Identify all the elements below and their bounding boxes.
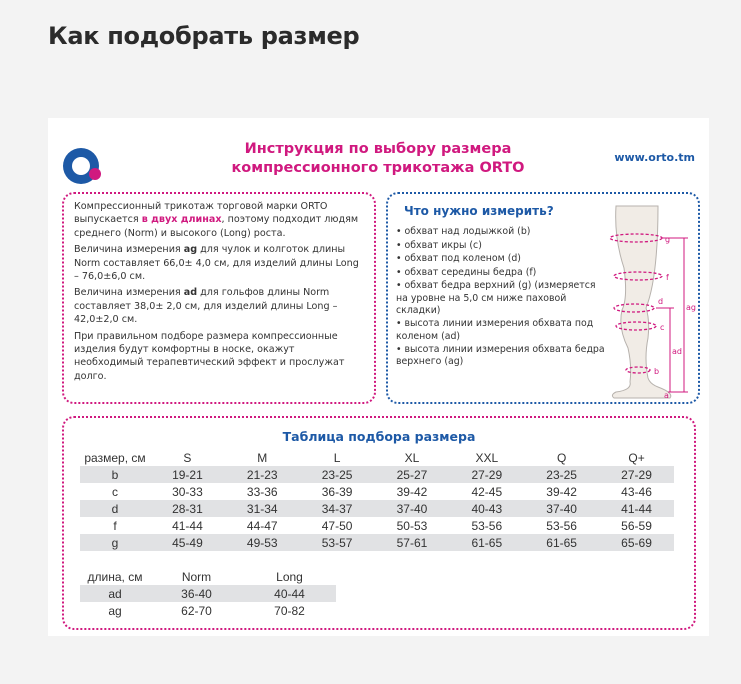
table-row xyxy=(80,500,674,517)
table-row xyxy=(80,585,336,602)
table-cell: ag xyxy=(108,603,122,618)
table-cell: 53-57 xyxy=(300,534,375,551)
length-table xyxy=(80,568,336,619)
table-cell: d xyxy=(80,500,150,517)
diagram-label-g: g xyxy=(665,235,671,244)
table-cell: 33-36 xyxy=(246,484,278,499)
table-cell: 34-37 xyxy=(300,500,375,517)
table-cell: 45-49 xyxy=(150,534,225,551)
table-cell: b xyxy=(80,466,150,483)
table-cell: 23-25 xyxy=(524,466,599,483)
table-row xyxy=(80,602,336,619)
table-cell: 53-56 xyxy=(471,518,503,533)
table-cell: 30-33 xyxy=(172,484,203,499)
diagram-label-c: c xyxy=(660,323,665,332)
instruction-title xyxy=(208,140,548,178)
table-cell: c xyxy=(112,484,118,499)
table-row xyxy=(80,466,674,483)
diagram-label-a: a xyxy=(664,391,669,400)
table-cell: 50-53 xyxy=(396,518,428,533)
table-row xyxy=(80,483,674,500)
table-cell: 44-47 xyxy=(246,518,278,533)
info-paragraph-lengths: Компрессионный трикотаж торговой марки ORTO выпускается в двух длинах, поэтому подходит людям среднего (Norm) и высокого (Long) роста. xyxy=(74,201,359,239)
table-cell: 40-43 xyxy=(449,500,524,517)
table-cell: 62-70 xyxy=(181,603,212,618)
info-panel xyxy=(62,192,376,404)
size-table-title: Таблица подбора размера xyxy=(282,429,476,444)
table-cell: 65-69 xyxy=(599,534,674,551)
table-cell: 41-44 xyxy=(172,518,203,533)
measurement-item: • обхват под коленом (d) xyxy=(396,253,608,265)
table-cell: 21-23 xyxy=(225,466,300,483)
table-cell: 39-42 xyxy=(546,484,577,499)
table-cell: 27-29 xyxy=(599,466,674,483)
table-cell: 39-42 xyxy=(396,484,428,499)
table-cell: 25-27 xyxy=(375,466,450,483)
table-cell: 70-82 xyxy=(274,603,305,618)
table-cell: 57-61 xyxy=(375,534,450,551)
measurement-item: • обхват икры (c) xyxy=(396,240,608,252)
table-cell: XL xyxy=(404,450,420,465)
measurement-item: • обхват над лодыжкой (b) xyxy=(396,226,608,238)
measurement-item: • обхват середины бедра (f) xyxy=(396,267,608,279)
diagram-label-b: b xyxy=(654,367,660,376)
measurement-item: • обхват бедра верхний (g) (измеряется на уровне на 5,0 см ниже паховой складки) xyxy=(396,280,608,317)
table-cell: Long xyxy=(276,569,303,584)
size-table xyxy=(80,449,674,551)
table-cell: 41-44 xyxy=(599,500,674,517)
table-cell: S xyxy=(183,450,192,465)
diagram-label-ad: ad xyxy=(672,347,682,356)
instruction-title-line1: Инструкция по выбору размера xyxy=(244,141,512,157)
table-cell: 37-40 xyxy=(375,500,450,517)
table-cell: 47-50 xyxy=(321,518,353,533)
table-cell: g xyxy=(80,534,150,551)
table-cell: Q+ xyxy=(628,450,645,465)
table-cell: 61-65 xyxy=(524,534,599,551)
table-cell: 42-45 xyxy=(471,484,503,499)
table-cell: 23-25 xyxy=(300,466,375,483)
table-cell: 53-56 xyxy=(546,518,577,533)
table-cell: 40-44 xyxy=(243,585,336,602)
table-cell: 36-40 xyxy=(150,585,243,602)
table-cell: Norm xyxy=(181,569,212,584)
measurements-heading: Что нужно измерить? xyxy=(404,204,554,218)
table-cell: 31-34 xyxy=(225,500,300,517)
table-cell: 37-40 xyxy=(524,500,599,517)
diagram-label-f: f xyxy=(666,273,669,282)
table-cell: длина, см xyxy=(87,569,143,584)
length-table-header xyxy=(80,568,336,585)
diagram-label-ag: ag xyxy=(686,303,696,312)
size-table-panel xyxy=(62,416,696,630)
table-cell: L xyxy=(333,450,341,465)
table-cell: 49-53 xyxy=(225,534,300,551)
orto-logo-icon xyxy=(61,144,105,188)
instruction-title-line2: компрессионного трикотажа ORTO xyxy=(231,160,525,176)
leg-measurement-diagram xyxy=(608,198,698,400)
measurement-item: • высота линии измерения обхвата бедра верхнего (ag) xyxy=(396,344,608,368)
table-cell: M xyxy=(257,450,268,465)
table-cell: 56-59 xyxy=(621,518,652,533)
table-cell: 61-65 xyxy=(449,534,524,551)
measurements-panel xyxy=(386,192,700,404)
table-cell: 36-39 xyxy=(321,484,353,499)
table-cell: Q xyxy=(556,450,567,465)
measurements-list xyxy=(396,226,608,370)
table-cell: f xyxy=(113,518,117,533)
table-row xyxy=(80,534,674,551)
table-cell: XXL xyxy=(475,450,499,465)
size-guide-card xyxy=(48,118,709,636)
info-paragraph-ag: Величина измерения ag для чулок и колготок длины Norm составляет 66,0± 4,0 см, для изделий длины Long – 76,0±6,0 см. xyxy=(74,244,359,283)
table-cell: 27-29 xyxy=(449,466,524,483)
table-cell: 28-31 xyxy=(150,500,225,517)
measurement-item: • высота линии измерения обхвата под коленом (ad) xyxy=(396,318,608,342)
website-link[interactable]: www.orto.tm xyxy=(614,151,695,164)
two-lengths-highlight: в двух длинах xyxy=(141,214,222,226)
table-row xyxy=(80,517,674,534)
table-cell: 43-46 xyxy=(621,484,652,499)
table-cell: 19-21 xyxy=(150,466,225,483)
table-cell: ad xyxy=(80,585,150,602)
diagram-label-d: d xyxy=(658,297,664,306)
info-paragraph-benefits: При правильном подборе размера компрессионные изделия будут комфортны в носке, окажут необходимый терапевтический эффект и прослужат долго. xyxy=(74,330,345,382)
table-cell: размер, см xyxy=(84,450,146,465)
info-paragraph-ad: Величина измерения ad для гольфов длины Norm составляет 38,0± 2,0 см, для изделий длины Long – 42,0±2,0 см. xyxy=(74,287,338,326)
size-table-header xyxy=(80,449,674,466)
page-title: Как подобрать размер xyxy=(48,22,360,50)
